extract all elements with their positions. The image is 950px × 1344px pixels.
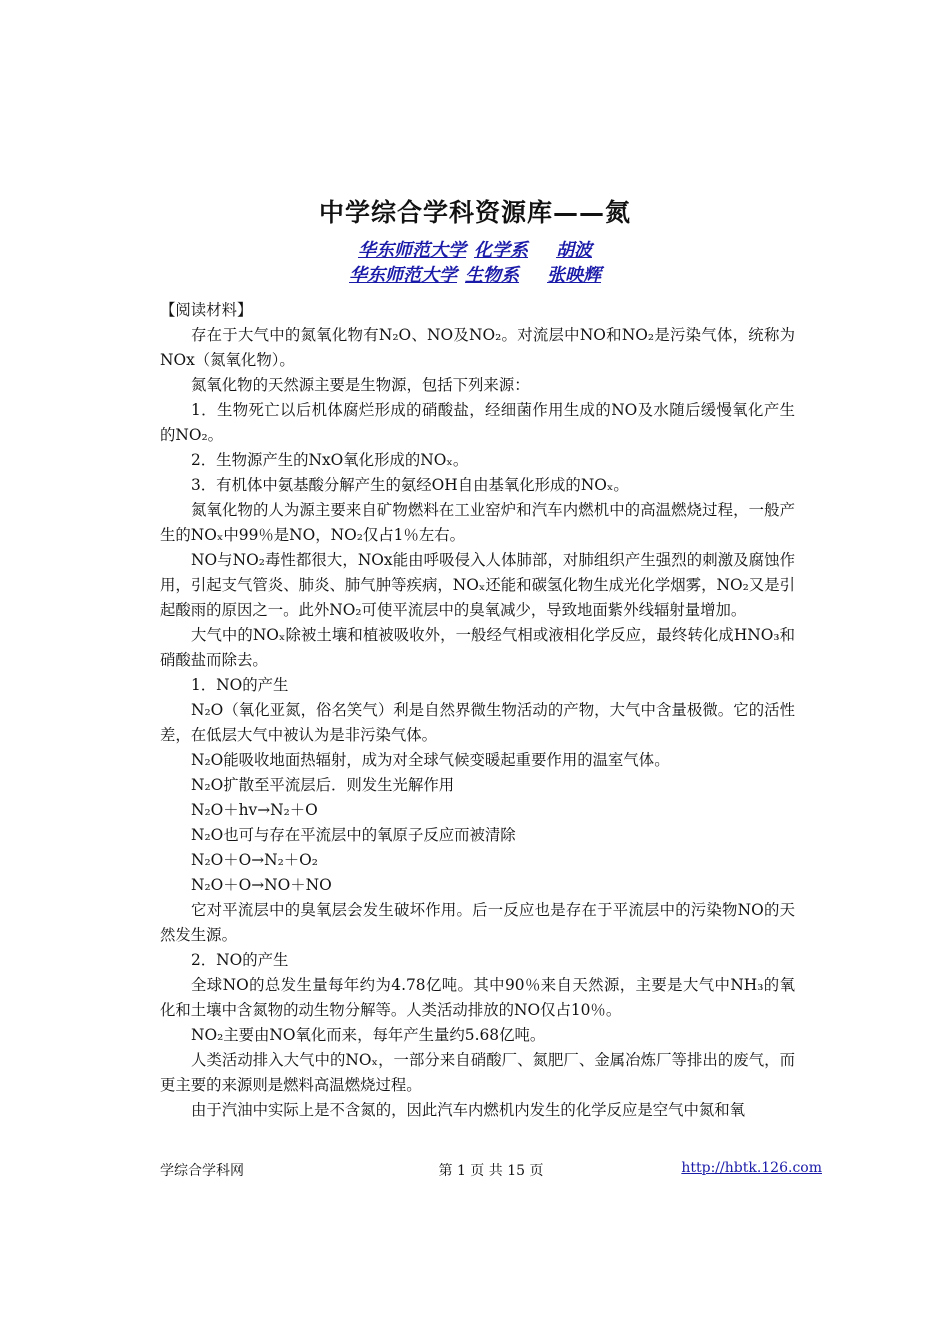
subheading: 2．NO的产生 <box>191 951 289 969</box>
paragraph: 它对平流层中的臭氧层会发生破坏作用。后一反应也是存在于平流层中的污染物NO的天然发生源。 <box>160 901 795 944</box>
section-heading: 【阅读材料】 <box>160 301 253 319</box>
paragraph: 由于汽油中实际上是不含氮的，因此汽车内燃机内发生的化学反应是空气中氮和氧 <box>191 1101 746 1119</box>
document-body <box>160 298 795 1123</box>
paragraph: 2．生物源产生的NxO氧化形成的NOₓ。 <box>191 451 469 469</box>
paragraph: 存在于大气中的氮氧化物有N₂O、NO及NO₂。对流层中NO和NO₂是污染气体，统称为NOx（氮氧化物）。 <box>160 326 795 369</box>
author-2-school-link[interactable]: 华东师范大学 <box>349 265 457 286</box>
equation: N₂O＋O→N₂＋O₂ <box>191 851 318 869</box>
footer-url-link[interactable]: http://hbtk.126.com <box>681 1160 822 1176</box>
paragraph: 1．生物死亡以后机体腐烂形成的硝酸盐，经细菌作用生成的NO及水随后缓慢氧化产生的NO₂。 <box>160 401 795 444</box>
author-1-school-link[interactable]: 华东师范大学 <box>358 240 466 261</box>
author-line-2 <box>0 261 950 287</box>
footer-page-number: 第 1 页 共 15 页 <box>438 1163 544 1179</box>
author-1-dept-link[interactable]: 化学系 <box>474 240 528 261</box>
paragraph: NO₂主要由NO氧化而来，每年产生量约5.68亿吨。 <box>191 1026 546 1044</box>
paragraph: 氮氧化物的天然源主要是生物源，包括下列来源： <box>191 376 530 394</box>
paragraph: N₂O也可与存在平流层中的氧原子反应而被清除 <box>191 826 516 844</box>
paragraph: 大气中的NOₓ除被土壤和植被吸收外，一般经气相或液相化学反应，最终转化成HNO₃和硝酸盐而除去。 <box>160 626 795 669</box>
paragraph: NO与NO₂毒性都很大，NOx能由呼吸侵入人体肺部，对肺组织产生强烈的刺激及腐蚀作用，引起支气管炎、肺炎、肺气肿等疾病，NOₓ还能和碳氢化物生成光化学烟雾，NO₂又是引起酸雨的原因之一。此外NO₂可使平流层中的臭氧减少，导致地面紫外线辐射量增加。 <box>160 551 795 619</box>
document-title: 中学综合学科资源库——氮 <box>318 198 631 227</box>
paragraph: N₂O扩散至平流层后．则发生光解作用 <box>191 776 455 794</box>
footer-site-name: 学综合学科网 <box>160 1163 244 1179</box>
paragraph: 氮氧化物的人为源主要来自矿物燃料在工业窑炉和汽车内燃机中的高温燃烧过程，一般产生的NOₓ中99％是NO，NO₂仅占1％左右。 <box>160 501 795 544</box>
equation: N₂O＋O→NO＋NO <box>191 876 332 894</box>
author-1-name-link[interactable]: 胡波 <box>556 240 592 261</box>
paragraph: N₂O（氧化亚氮，俗名笑气）利是自然界微生物活动的产物，大气中含量极微。它的活性差，在低层大气中被认为是非污染气体。 <box>160 701 795 744</box>
paragraph: 全球NO的总发生量每年约为4.78亿吨。其中90％来自天然源，主要是大气中NH₃的氧化和土壤中含氮物的动生物分解等。人类活动排放的NO仅占10％。 <box>160 976 795 1019</box>
paragraph: N₂O能吸收地面热辐射，成为对全球气候变暖起重要作用的温室气体。 <box>191 751 670 769</box>
page-footer <box>160 1160 822 1182</box>
author-2-dept-link[interactable]: 生物系 <box>465 265 519 286</box>
subheading: 1．NO的产生 <box>191 676 289 694</box>
equation: N₂O＋hv→N₂＋O <box>191 801 318 819</box>
author-2-name-link[interactable]: 张映辉 <box>547 265 601 286</box>
paragraph: 人类活动排入大气中的NOₓ，一部分来自硝酸厂、氮肥厂、金属冶炼厂等排出的废气，而更主要的来源则是燃料高温燃烧过程。 <box>160 1051 795 1094</box>
author-line-1 <box>0 236 950 262</box>
paragraph: 3．有机体中氨基酸分解产生的氨经OH自由基氧化形成的NOₓ。 <box>191 476 629 494</box>
